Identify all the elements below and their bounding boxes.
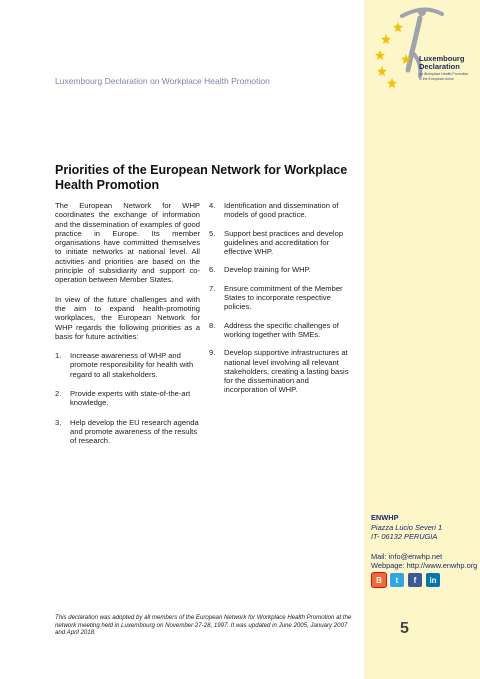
logo-title-line1: Luxembourg: [419, 54, 465, 63]
logo-subtitle-line2: in the European Union: [419, 77, 454, 81]
priority-text: Ensure commitment of the Member States to incorporate respective policies.: [224, 283, 343, 312]
priority-number: 6.: [209, 265, 216, 275]
twitter-icon[interactable]: t: [390, 573, 404, 587]
contact-address-line2: IT- 06132 PERUGIA: [371, 532, 438, 541]
document-header: Luxembourg Declaration on Workplace Health Promotion: [55, 76, 270, 86]
priority-text: Increase awareness of WHP and promote responsibility for health with regard to all stakeholders.: [70, 351, 194, 379]
priority-item: [55, 418, 200, 446]
priority-item: [209, 321, 354, 340]
linkedin-icon[interactable]: in: [426, 573, 440, 587]
logo-stars: [375, 22, 411, 88]
logo-subtitle-line1: on Workplace Health Promotion: [419, 72, 469, 76]
priority-text: Develop supportive infrastructures at national level involving all relevant stakeholders, creating a lasting basis for the dissemination and incorporation of WHP.: [224, 348, 349, 395]
priority-text: Help develop the EU research agenda and promote awareness of the results of research.: [70, 417, 199, 446]
contact-mail-link[interactable]: Mail: info@enwhp.net: [371, 551, 443, 561]
contact-org: ENWHP: [371, 513, 399, 522]
priority-text: Identification and dissemination of models of good practice.: [224, 201, 339, 220]
priority-item: [209, 348, 354, 394]
challenges-paragraph: In view of the future challenges and with the aim to expand health-promoting workplaces, the European Network for WHP regards the following priorities as a basis for future activities:: [55, 294, 200, 341]
priority-list-right: [209, 201, 354, 395]
priority-item: [55, 351, 200, 379]
star-icon: [375, 50, 385, 60]
priority-number: 4.: [209, 201, 216, 210]
priority-text: Develop training for WHP.: [224, 265, 311, 275]
priority-number: 1.: [55, 351, 62, 361]
star-icon: [393, 22, 403, 32]
priority-number: 5.: [209, 228, 216, 238]
logo-text: [419, 55, 479, 81]
priority-item: [209, 201, 354, 220]
left-column: [55, 201, 200, 456]
right-column: [209, 201, 354, 404]
priority-number: 7.: [209, 283, 216, 293]
priority-text: Provide experts with state-of-the-art knowledge.: [70, 389, 191, 408]
logo-title-line2: Declaration: [419, 62, 460, 71]
social-links: [372, 573, 440, 587]
page-number: 5: [400, 620, 409, 637]
priority-item: [55, 389, 200, 408]
page-title: Priorities of the European Network for Workplace Health Promotion: [55, 163, 348, 192]
facebook-icon[interactable]: f: [408, 573, 422, 587]
priority-item: [209, 229, 354, 257]
priority-item: [209, 265, 354, 274]
priority-number: 9.: [209, 348, 216, 358]
priority-list-left: [55, 351, 200, 445]
contact-address-line1: Piazza Lucio Severi 1: [371, 522, 443, 532]
priority-number: 2.: [55, 389, 62, 399]
priority-text: Support best practices and develop guidelines and accreditation for effective WHP.: [224, 228, 344, 257]
priority-item: [209, 284, 354, 312]
logo-figure-head: [418, 8, 426, 16]
priority-text: Address the specific challenges of working together with SMEs.: [224, 320, 339, 339]
contact-web-link[interactable]: Webpage: http://www.enwhp.org: [371, 561, 478, 570]
footer-note: This declaration was adopted by all members of the European Network for Workplace Health Promotion at the network meeting held in Luxembourg on November 27-28, 1997. It was updated in June 2005, January 2007 and April 2018.: [55, 614, 352, 637]
intro-paragraph: The European Network for WHP coordinates the exchange of information and the dissemination of examples of good practice in Europe. Its member organisations have committed themselves to initiate networks at national level. All activities and priorities are based on the principle of subsidiarity and support co-operation between Member States.: [55, 201, 200, 285]
blogger-icon[interactable]: B: [372, 573, 386, 587]
star-icon: [387, 78, 397, 88]
priority-number: 8.: [209, 320, 216, 330]
star-icon: [381, 34, 391, 44]
star-icon: [377, 66, 387, 76]
contact-block: [371, 513, 479, 571]
priority-number: 3.: [55, 417, 62, 427]
